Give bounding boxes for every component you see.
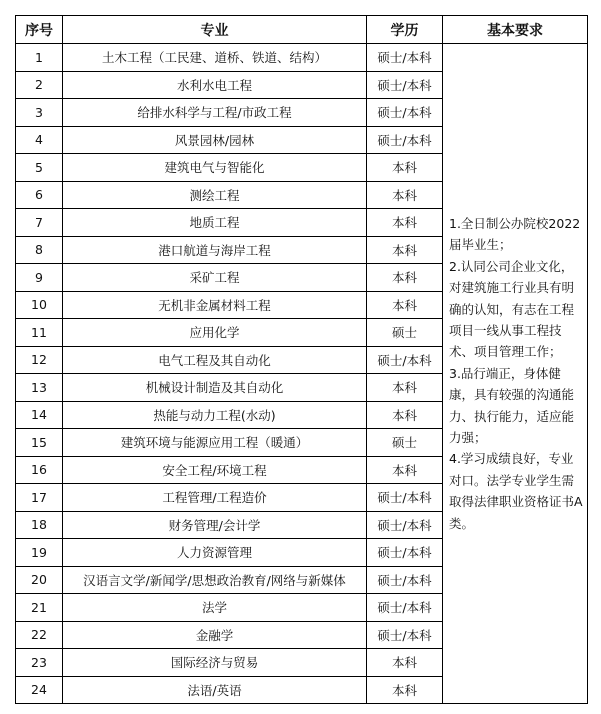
requirement-item: 3.品行端正，身体健康，具有较强的沟通能力、执行能力，适应能力强； — [449, 365, 575, 446]
cell-major: 工程管理/工程造价 — [63, 484, 367, 512]
cell-no: 16 — [16, 456, 63, 484]
cell-degree: 硕士 — [367, 319, 443, 347]
cell-no: 4 — [16, 126, 63, 154]
cell-major: 给排水科学与工程/市政工程 — [63, 99, 367, 127]
cell-degree: 本科 — [367, 401, 443, 429]
cell-no: 12 — [16, 346, 63, 374]
cell-major: 土木工程（工民建、道桥、铁道、结构） — [63, 44, 367, 72]
cell-no: 17 — [16, 484, 63, 512]
header-degree: 学历 — [367, 16, 443, 44]
cell-no: 24 — [16, 676, 63, 704]
cell-no: 1 — [16, 44, 63, 72]
header-major: 专业 — [63, 16, 367, 44]
cell-degree: 硕士/本科 — [367, 621, 443, 649]
cell-no: 2 — [16, 71, 63, 99]
cell-major: 建筑电气与智能化 — [63, 154, 367, 182]
cell-no: 11 — [16, 319, 63, 347]
cell-major: 法语/英语 — [63, 676, 367, 704]
cell-degree: 本科 — [367, 456, 443, 484]
cell-degree: 硕士/本科 — [367, 484, 443, 512]
cell-degree: 硕士 — [367, 429, 443, 457]
cell-no: 13 — [16, 374, 63, 402]
header-requirements: 基本要求 — [443, 16, 588, 44]
cell-no: 3 — [16, 99, 63, 127]
cell-no: 7 — [16, 209, 63, 237]
cell-degree: 硕士/本科 — [367, 71, 443, 99]
requirement-item: 2.认同公司企业文化，对建筑施工行业具有明确的认知，有志在工程项目一线从事工程技术、项目管理工作； — [449, 258, 575, 360]
cell-degree: 本科 — [367, 374, 443, 402]
cell-degree: 本科 — [367, 676, 443, 704]
cell-no: 20 — [16, 566, 63, 594]
cell-no: 5 — [16, 154, 63, 182]
cell-major: 建筑环境与能源应用工程（暖通） — [63, 429, 367, 457]
cell-major: 采矿工程 — [63, 264, 367, 292]
cell-degree: 硕士/本科 — [367, 346, 443, 374]
cell-major: 人力资源管理 — [63, 539, 367, 567]
cell-degree: 硕士/本科 — [367, 511, 443, 539]
cell-major: 水利水电工程 — [63, 71, 367, 99]
cell-major: 财务管理/会计学 — [63, 511, 367, 539]
cell-major: 地质工程 — [63, 209, 367, 237]
cell-no: 15 — [16, 429, 63, 457]
cell-degree: 本科 — [367, 209, 443, 237]
cell-degree: 硕士/本科 — [367, 44, 443, 72]
cell-major: 应用化学 — [63, 319, 367, 347]
cell-no: 18 — [16, 511, 63, 539]
cell-degree: 本科 — [367, 236, 443, 264]
cell-no: 19 — [16, 539, 63, 567]
cell-degree: 本科 — [367, 264, 443, 292]
cell-degree: 硕士/本科 — [367, 126, 443, 154]
cell-degree: 本科 — [367, 291, 443, 319]
cell-major: 机械设计制造及其自动化 — [63, 374, 367, 402]
cell-major: 测绘工程 — [63, 181, 367, 209]
cell-major: 热能与动力工程(水动) — [63, 401, 367, 429]
cell-major: 金融学 — [63, 621, 367, 649]
cell-degree: 硕士/本科 — [367, 566, 443, 594]
cell-degree: 硕士/本科 — [367, 99, 443, 127]
cell-no: 21 — [16, 594, 63, 622]
cell-major: 无机非金属材料工程 — [63, 291, 367, 319]
cell-no: 14 — [16, 401, 63, 429]
cell-major: 电气工程及其自动化 — [63, 346, 367, 374]
cell-major: 汉语言文学/新闻学/思想政治教育/网络与新媒体 — [63, 566, 367, 594]
requirements-cell — [443, 44, 588, 704]
requirement-item: 1.全日制公办院校2022届毕业生； — [449, 215, 581, 253]
requirement-item: 4.学习成绩良好，专业对口。法学专业学生需取得法律职业资格证书A类。 — [449, 451, 583, 531]
cell-no: 6 — [16, 181, 63, 209]
cell-no: 22 — [16, 621, 63, 649]
cell-degree: 硕士/本科 — [367, 539, 443, 567]
cell-major: 风景园林/园林 — [63, 126, 367, 154]
table-row — [16, 44, 588, 72]
cell-no: 9 — [16, 264, 63, 292]
header-no: 序号 — [16, 16, 63, 44]
cell-no: 23 — [16, 649, 63, 677]
cell-major: 港口航道与海岸工程 — [63, 236, 367, 264]
cell-major: 法学 — [63, 594, 367, 622]
cell-major: 国际经济与贸易 — [63, 649, 367, 677]
cell-major: 安全工程/环境工程 — [63, 456, 367, 484]
majors-table — [15, 15, 588, 704]
cell-degree: 本科 — [367, 181, 443, 209]
cell-no: 8 — [16, 236, 63, 264]
cell-no: 10 — [16, 291, 63, 319]
cell-degree: 本科 — [367, 154, 443, 182]
header-row — [16, 16, 588, 44]
cell-degree: 本科 — [367, 649, 443, 677]
cell-degree: 硕士/本科 — [367, 594, 443, 622]
